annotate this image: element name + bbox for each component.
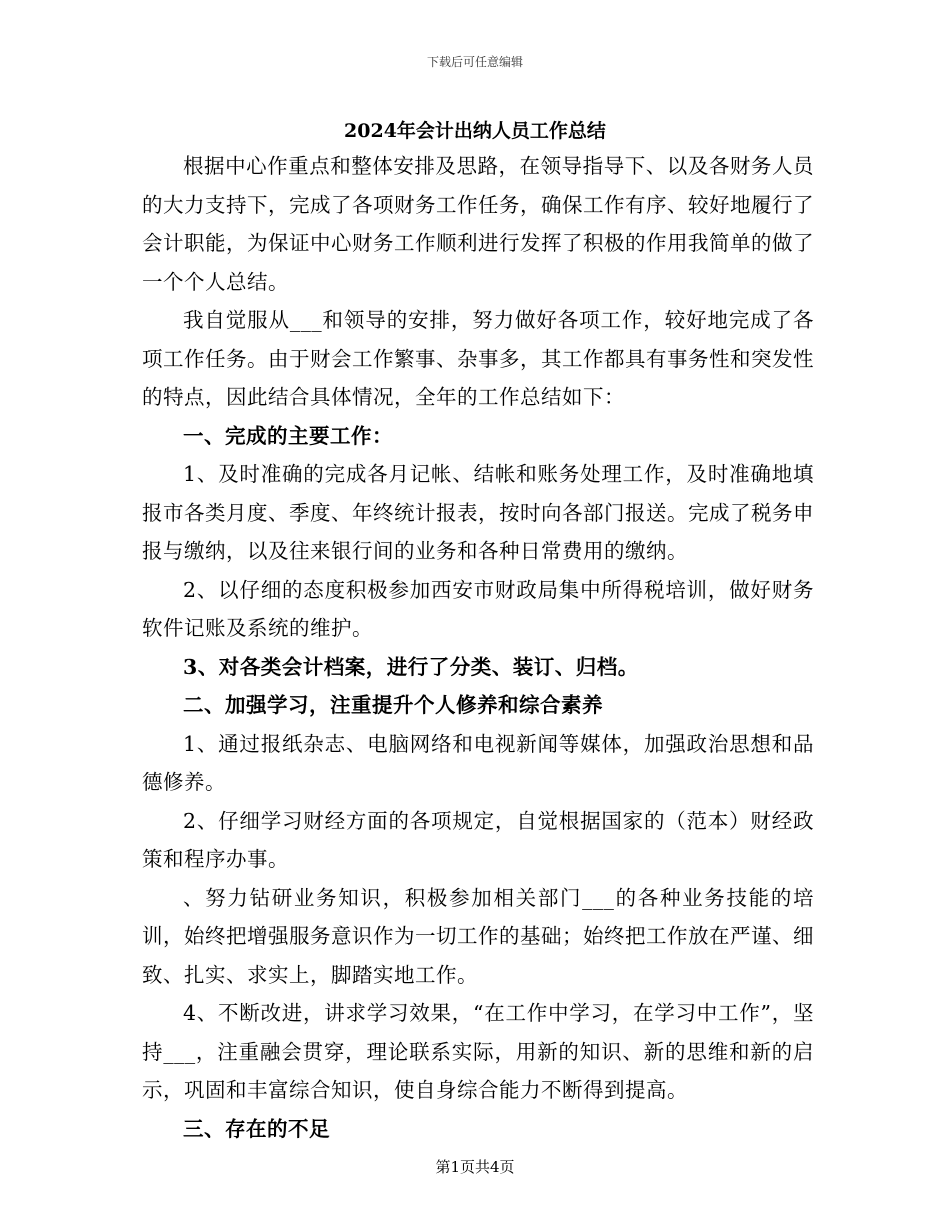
section-heading-main-work: 一、完成的主要工作： <box>183 423 393 448</box>
list-item-regulations: 2、仔细学习财经方面的各项规定，自觉根据国家的（范本）财经政策和程序办事。 <box>142 808 814 871</box>
list-item-bookkeeping: 1、及时准确的完成各月记帐、结帐和账务处理工作，及时准确地填报市各类月度、季度、年终统计报表，按时向各部门报送。完成了税务申报与缴纳，以及往来银行间的业务和各种日常费用的缴纳。 <box>142 462 814 563</box>
document-title: 2024年会计出纳人员工作总结 <box>344 120 606 142</box>
list-item-tax-training: 2、以仔细的态度积极参加西安市财政局集中所得税培训，做好财务软件记账及系统的维护。 <box>142 577 814 640</box>
document-body <box>142 147 814 1148</box>
section-heading-shortcomings: 三、存在的不足 <box>183 1116 330 1141</box>
list-item-media-study: 1、通过报纸杂志、电脑网络和电视新闻等媒体，加强政治思想和品德修养。 <box>142 731 814 794</box>
section-heading-study: 二、加强学习，注重提升个人修养和综合素养 <box>183 693 603 717</box>
paragraph-overview: 我自觉服从___和领导的安排，努力做好各项工作，较好地完成了各项工作任务。由于财会工作繁事、杂事多，其工作都具有事务性和突发性的特点，因此结合具体情况，全年的工作总结如下： <box>142 308 814 409</box>
header-note: 下载后可任意编辑 <box>426 55 523 69</box>
page-number: 第1页共4页 <box>435 1158 515 1176</box>
list-item-improvement: 4、不断改进，讲求学习效果，“在工作中学习，在学习中工作”，坚持___，注重融会贯穿，理论联系实际，用新的知识、新的思维和新的启示，巩固和丰富综合知识，使自身综合能力不断得到提高。 <box>142 1001 814 1102</box>
paragraph-intro: 根据中心作重点和整体安排及思路，在领导指导下、以及各财务人员的大力支持下，完成了各项财务工作任务，确保工作有序、较好地履行了会计职能，为保证中心财务工作顺利进行发挥了积极的作用我简单的做了一个个人总结。 <box>142 154 814 294</box>
list-item-business-knowledge: 、努力钻研业务知识，积极参加相关部门___的各种业务技能的培训，始终把增强服务意识作为一切工作的基础；始终把工作放在严谨、细致、扎实、求实上，脚踏实地工作。 <box>142 885 814 987</box>
list-item-archives: 3、对各类会计档案，进行了分类、装订、归档。 <box>183 654 639 679</box>
